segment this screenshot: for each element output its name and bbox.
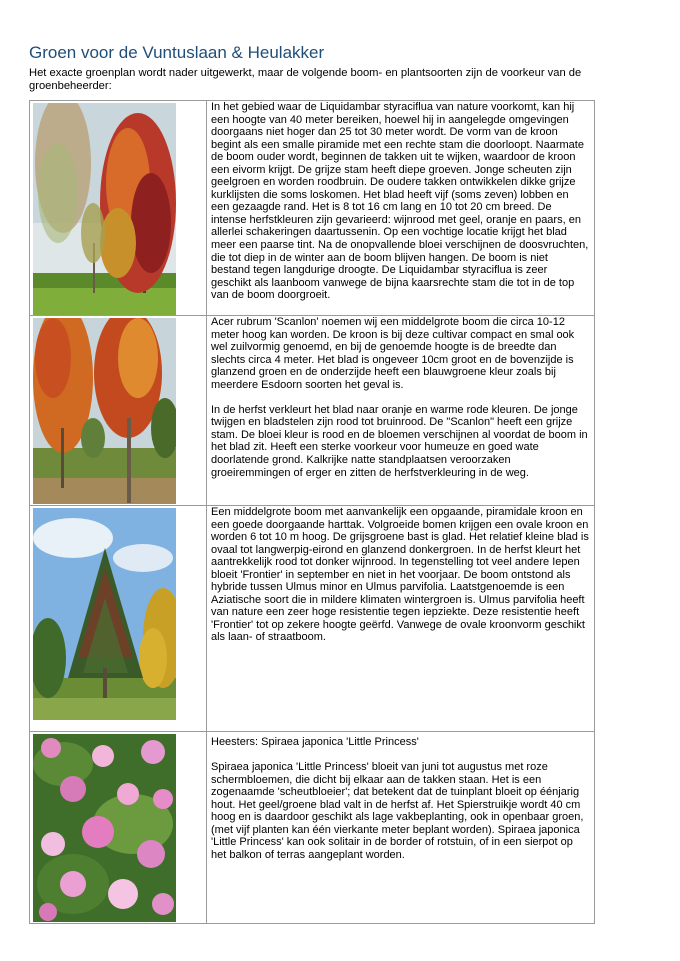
description-paragraph: Acer rubrum 'Scanlon' noemen wij een middelgrote boom die circa 10-12 meter hoog kan worden. De kroon is bij deze cultivar compact en smal ook wel zuilvormig genoemd, en bij de genoemde hoogte is de breedte dan slechts circa 4 meter. Het blad is ongeveer 10cm groot en de bovenzijde is glanzend groen en de onderzijde heeft een blauwgroene kleur zoals bij meerdere Esdoorn soorten het geval is. — [211, 316, 575, 391]
acer-rubrum-photo — [33, 318, 176, 504]
description-cell — [207, 101, 595, 316]
ulmus-frontier-photo — [33, 508, 176, 720]
page-title: Groen voor de Vuntuslaan & Heulakker — [29, 43, 325, 62]
description-cell — [207, 506, 595, 732]
planting-table — [29, 100, 595, 924]
description-cell — [207, 316, 595, 506]
intro-text: Het exacte groenplan wordt nader uitgewerkt, maar de volgende boom- en plantsoorten zijn de voorkeur van de groenbeheerder: — [29, 67, 582, 93]
description-paragraph: In de herfst verkleurt het blad naar oranje en warme rode kleuren. De jonge twijgen en bladstelen zijn rood tot bruinrood. De "Scanlon" heeft een grijze stam. De bloei kleur is rood en de bloemen verschijnen al voordat de boom in het blad zit. Heeft een sterke voorkeur voor humeuze en goed wate doorlatende grond. Kalkrijke natte standplaatsen veroorzaken groeiremmingen of erger en zitten de herfstverkleuring in de weg. — [211, 403, 588, 479]
liquidambar-photo — [33, 103, 176, 315]
description-heading: Heesters: Spiraea japonica 'Little Princess' — [211, 736, 419, 748]
image-cell — [30, 316, 207, 506]
table-row — [30, 732, 595, 924]
description-paragraph: Spiraea japonica 'Little Princess' bloeit van juni tot augustus met roze schermbloemen, die dicht bij elkaar aan de takken staan. Het is een zogenaamde 'scheutbloeier'; dat betekent dat de tuinplant bloeit op éénjarig hout. Het geel/groene blad valt in de herfst af. Het Spierstruikje wordt 40 cm hoog en is daardoor geschikt als lage vakbeplanting, ook in openbaar groen, (met vijf planten kan één vierkante meter beplant worden). Spiraea japonica 'Little Princess' kan ook solitair in de border of rotstuin, of in een sierpot op het balkon of terras aangeplant worden. — [211, 761, 584, 861]
table-row — [30, 316, 595, 506]
table-row — [30, 506, 595, 732]
image-cell — [30, 732, 207, 924]
image-cell — [30, 506, 207, 732]
description-paragraph: Een middelgrote boom met aanvankelijk een opgaande, piramidale kroon en een goede doorgaande harttak. Volgroeide bomen krijgen een ovale kroon en worden 6 tot 10 m hoog. De grijsgroene bast is glad. Het relatief kleine blad is ovaal tot langwerpig-eirond en glanzend donkergroen. In de herfst kleurt het aantrekkelijk rood tot donker wijnrood. In tegenstelling tot veel andere Iepen bloeit 'Frontier' in september en niet in het voorjaar. De boom ontstond als hybride tussen Ulmus minor en Ulmus parvifolia. Laatstgenoemde is een Aziatische soort die in mildere klimaten wintergroen is. Ulmus parvifolia heeft van nature een zeer hoge resistentie tegen iepziekte. Deze resistentie heeft 'Frontier' tot op zekere hoogte geërfd. Vanwege de ovale kroonvorm geschikt als laan- of straatboom. — [211, 506, 589, 644]
description-cell — [207, 732, 595, 924]
spiraea-photo — [33, 734, 176, 922]
description-paragraph: In het gebied waar de Liquidambar styraciflua van nature voorkomt, kan hij een hoogte van 40 meter bereiken, hoewel hij in aangelegde omgevingen doorgaans niet hoger dan 25 tot 30 meter wordt. De vorm van de kroon begint als een smalle piramide met een rechte stam die doorloopt. Naarmate de boom ouder wordt, beginnen de takken uit te wijken, waardoor de kroon een eivorm krijgt. De grijze stam heeft diepe groeven. Jonge scheuten zijn geelgroen en worden roodbruin. De oudere takken ontwikkelen dikke grijze kurklijsten die soms loskomen. Het blad heeft vijf (soms zeven) lobben en een gezaagde rand. Het is 8 tot 16 cm lang en 10 tot 20 cm breed. De intense herfstkleuren zijn gevarieerd: wijnrood met geel, oranje en paars, en allerlei schakeringen daartussenin. Op een vochtige locatie krijgt het blad meer een paarse tint. Na de onopvallende bloei verschijnen de doosvruchten, die tot diep in de winter aan de boom blijven hangen. De boom is niet bestand tegen langdurige droogte. De Liquidambar styraciflua is zeer geschikt als laanboom vanwege de bijna kaarsrechte stam die tot in de top van de boom doorgroeit. — [211, 101, 589, 302]
table-row — [30, 101, 595, 316]
image-cell — [30, 101, 207, 316]
